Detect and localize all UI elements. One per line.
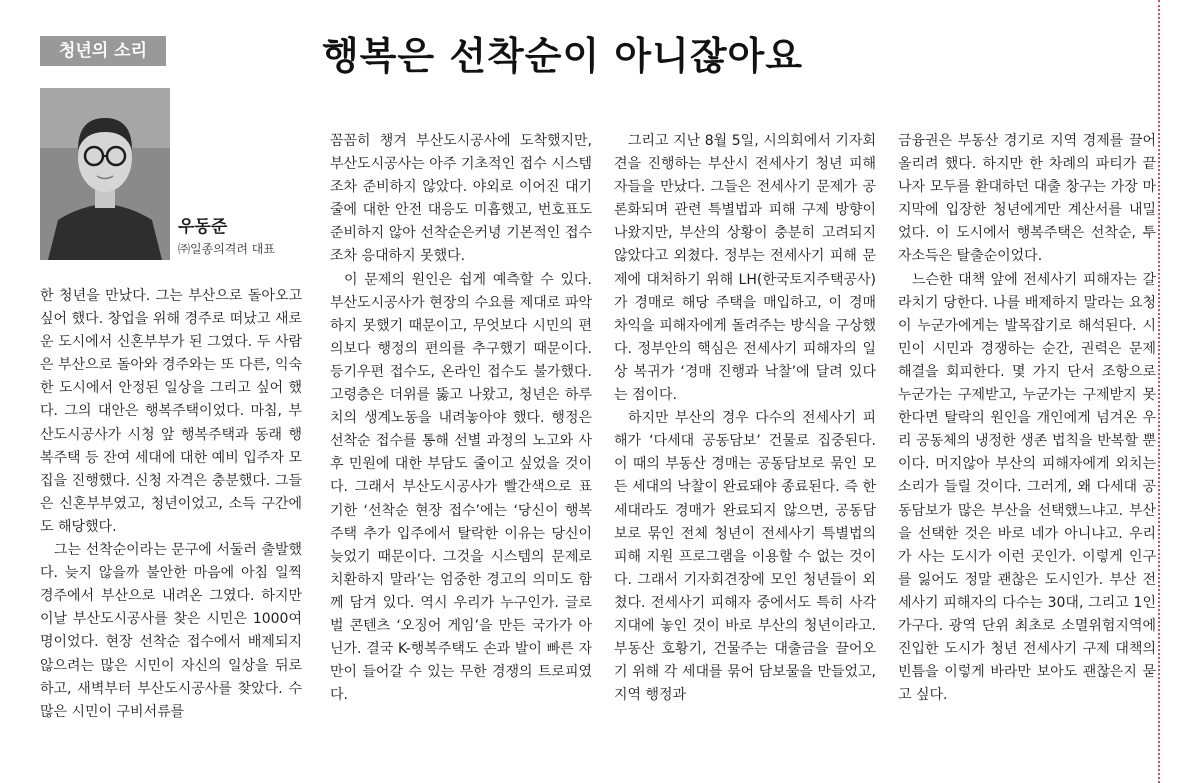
article-column-4 (898, 130, 1156, 707)
author-title: ㈜일종의격려 대표 (178, 242, 275, 256)
article-column-1 (40, 285, 302, 724)
author-photo (40, 88, 170, 260)
paragraph: 한 청년을 만났다. 그는 부산으로 돌아오고 싶어 했다. 창업을 위해 경주로 떠났고 새로운 도시에서 신혼부부가 된 그였다. 두 사람은 부산으로 돌아와 경주와는 또 다른, 익숙한 도시에서 안정된 일상을 그리고 싶어 했다. 그의 대안은 행복주택이었다. 마침, 부산도시공사가 시청 앞 행복주택과 동래 행복주택 등 잔여 세대에 대한 예비 입주자 모집을 진행했다. 신청 자격은 충분했다. 그들은 신혼부부였고, 청년이었고, 소득 구간에도 해당했다. (40, 288, 302, 535)
paragraph: 그는 선착순이라는 문구에 서둘러 출발했다. 늦지 않을까 불안한 마음에 아침 일찍 경주에서 부산으로 내려온 그였다. 하지만 이날 부산도시공사를 찾은 시민은 1000여 명이었다. 현장 선착순 접수에서 배제되지 않으려는 많은 시민이 자신의 일상을 뒤로 하고, 새벽부터 부산도시공사를 찾았다. 수많은 시민이 구비서류를 (40, 542, 302, 720)
paragraph: 이 문제의 원인은 쉽게 예측할 수 있다. 부산도시공사가 현장의 수요를 제대로 파악하지 못했기 때문이고, 무엇보다 시민의 편의보다 행정의 편의를 추구했기 때문이다. 등기우편 접수도, 온라인 접수도 불가했다. 고령층은 더위를 뚫고 나왔고, 청년은 하루치의 생계노동을 내려놓아야 했다. 행정은 선착순 접수를 통해 선별 과정의 노고와 사후 민원에 대한 부담도 줄이고 싶었을 것이다. 그래서 부산도시공사가 빨간색으로 표기한 ‘선착순 현장 접수’에는 ‘당신이 행복주택 추가 입주에서 탈락한 이유는 당신이 늦었기 때문이다. 그것을 시스템의 문제로 치환하지 말라’는 엄중한 경고의 의미도 함께 담겨 있다. 역시 우리가 누구인가. 글로벌 콘텐츠 ‘오징어 게임’을 만든 국가가 아닌가. 결국 K-행복주택도 손과 발이 빠른 자만이 들어갈 수 있는 무한 경쟁의 트로피였다. (330, 271, 592, 704)
paragraph: 꼼꼼히 챙겨 부산도시공사에 도착했지만, 부산도시공사는 아주 기초적인 접수 시스템조차 준비하지 않았다. 야외로 이어진 대기 줄에 대한 안전 대응도 미흡했고, 번호표도 준비하지 않아 선착순은커녕 기본적인 접수조차 응대하지 못했다. (330, 133, 592, 265)
paragraph: 느슨한 대책 앞에 전세사기 피해자는 갈라치기 당한다. 나를 배제하지 말라는 요청이 누군가에게는 발목잡기로 해석된다. 시민이 시민과 경쟁하는 순간, 권력은 문제 해결을 회피한다. 몇 가지 단서 조항으로 누군가는 구제받고, 누군가는 구제받지 못한다면 탈락의 원인을 개인에게 넘겨온 우리 공동체의 냉정한 생존 법칙을 반복할 뿐이다. 머지않아 부산의 피해자에게 외치는 소리가 들릴 것이다. 그러게, 왜 다세대 공동담보가 많은 부산을 선택했느냐고. 부산을 선택한 것은 바로 네가 아니냐고. 우리가 사는 도시가 이런 곳인가. 이렇게 인구를 잃어도 정말 괜찮은 도시인가. 부산 전세사기 피해자의 다수는 30대, 그리고 1인 가구다. 광역 단위 최초로 소멸위험지역에 진입한 도시가 청년 전세사기 구제 대책의 빈틈을 이렇게 바라만 보아도 괜찮은지 묻고 싶다. (898, 271, 1156, 704)
paragraph: 하지만 부산의 경우 다수의 전세사기 피해가 ‘다세대 공동담보’ 건물로 집중된다. 이 때의 부동산 경매는 공동담보로 묶인 모든 세대의 낙찰이 완료돼야 종료된다. 즉 한 세대라도 경매가 완료되지 않으면, 공동담보로 묶인 전체 청년이 전세사기 특별법의 피해 지원 프로그램을 이용할 수 없는 것이다. 그래서 기자회견장에 모인 청년들이 외쳤다. 전세사기 피해자 중에서도 특히 사각지대에 놓인 것이 바로 부산의 청년이라고. 부동산 호황기, 건물주는 대출금을 끌어오기 위해 각 세대를 묶어 담보물을 만들었고, 지역 행정과 (614, 410, 876, 704)
headline: 행복은 선착순이 아니잖아요 (322, 34, 803, 78)
paragraph: 그리고 지난 8월 5일, 시의회에서 기자회견을 진행하는 부산시 전세사기 청년 피해자들을 만났다. 그들은 전세사기 문제가 공론화되며 관련 특별법과 피해 구제 방향이 나왔지만, 부산의 상황이 충분히 고려되지 않았다고 외쳤다. 정부는 전세사기 피해 문제에 대처하기 위해 LH(한국토지주택공사)가 경매로 해당 주택을 매입하고, 이 경매 차익을 피해자에게 돌려주는 방식을 구상했다. 정부안의 핵심은 전세사기 피해자의 일상 복귀가 ‘경매 진행과 낙찰’에 달려 있다는 점이다. (614, 133, 876, 404)
section-tag: 청년의 소리 (40, 36, 166, 66)
article-column-3 (614, 130, 876, 707)
article-column-2 (330, 130, 592, 707)
paragraph: 금융권은 부동산 경기로 지역 경제를 끌어올리려 했다. 하지만 한 차례의 파티가 끝나자 모두를 환대하던 대출 창구는 가장 마지막에 입장한 청년에게만 계산서를 내밀었다. 이 도시에서 행복주택은 선착순, 투자소득은 탈출순이었다. (898, 133, 1156, 265)
author-name: 우동준 (178, 217, 228, 237)
clipping-cut-line (1158, 0, 1160, 783)
